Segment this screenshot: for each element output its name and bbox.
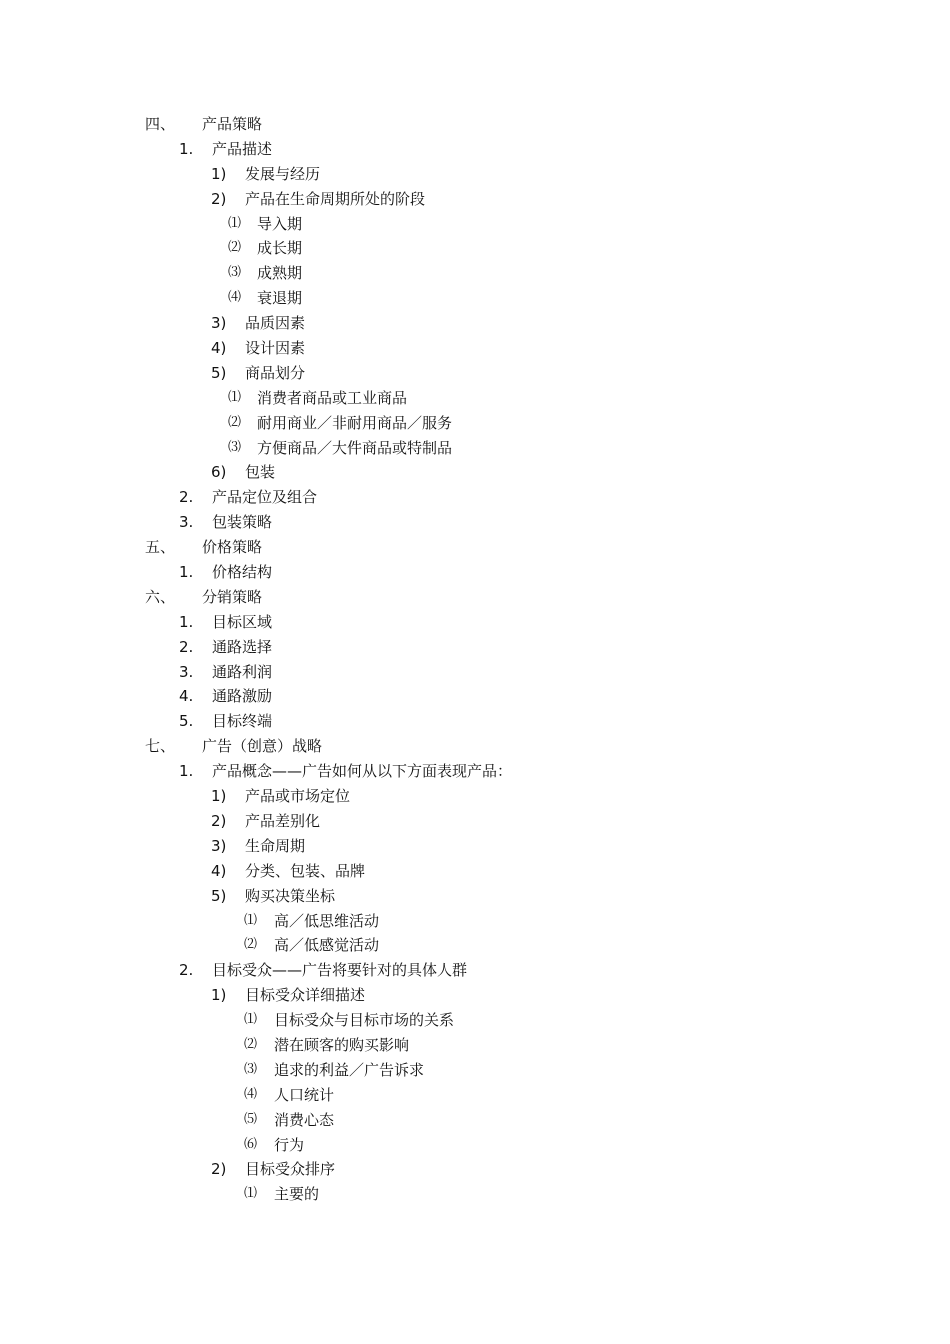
- item-text: 购买决策坐标: [245, 886, 336, 905]
- item-number: 1): [211, 986, 227, 1005]
- item-number: 4): [211, 339, 227, 358]
- item-text: 价格策略: [202, 538, 263, 557]
- item-number: 4.: [179, 687, 194, 706]
- item-number: ⑵: [244, 1036, 258, 1052]
- item-text: 高／低思维活动: [274, 911, 380, 930]
- item-number: ⑹: [244, 1136, 258, 1152]
- item-text: 产品在生命周期所处的阶段: [245, 189, 426, 208]
- outline-item: [0, 386, 950, 411]
- item-text: 消费者商品或工业商品: [257, 388, 408, 407]
- outline-item: [0, 784, 950, 809]
- item-text: 耐用商业／非耐用商品／服务: [257, 413, 453, 432]
- outline-item: [0, 585, 950, 610]
- outline-item: [0, 187, 950, 212]
- item-number: 2.: [179, 961, 194, 980]
- item-text: 产品策略: [202, 115, 263, 133]
- item-number: 4): [211, 861, 227, 880]
- outline-item: [0, 510, 950, 535]
- item-text: 品质因素: [245, 314, 306, 333]
- item-text: 产品概念——广告如何从以下方面表现产品：: [212, 762, 513, 781]
- item-text: 广告（创意）战略: [202, 737, 323, 756]
- item-number: 五、: [145, 538, 176, 557]
- item-number: ⑵: [228, 414, 242, 430]
- outline-item: [0, 1058, 950, 1083]
- outline-item: [0, 286, 950, 311]
- item-text: 生命周期: [245, 836, 306, 855]
- outline-item: [0, 909, 950, 934]
- outline-item: [0, 1182, 950, 1207]
- item-text: 主要的: [274, 1185, 320, 1204]
- item-text: 通路激励: [212, 687, 273, 706]
- item-number: ⑴: [244, 912, 258, 928]
- item-number: ⑴: [228, 389, 242, 405]
- item-text: 目标受众与目标市场的关系: [274, 1011, 455, 1030]
- item-number: 六、: [145, 587, 176, 606]
- item-number: 3): [211, 836, 227, 855]
- outline-item: [0, 1008, 950, 1033]
- item-number: ⑶: [244, 1061, 258, 1077]
- item-number: 2): [211, 811, 227, 830]
- outline-item: [0, 1108, 950, 1133]
- outline-item: [0, 1133, 950, 1158]
- document-outline: [0, 112, 950, 1207]
- outline-item: [0, 709, 950, 734]
- item-number: ⑴: [228, 215, 242, 231]
- item-number: ⑵: [228, 240, 242, 256]
- outline-item: [0, 859, 950, 884]
- item-text: 产品描述: [212, 139, 273, 158]
- outline-item: [0, 734, 950, 759]
- item-number: ⑷: [244, 1086, 258, 1102]
- item-text: 包装策略: [212, 513, 273, 532]
- item-text: 分类、包装、品牌: [245, 861, 366, 880]
- item-number: 3.: [179, 662, 194, 681]
- item-text: 价格结构: [212, 563, 273, 582]
- item-text: 目标终端: [212, 712, 273, 731]
- outline-item: [0, 236, 950, 261]
- outline-item: [0, 933, 950, 958]
- item-text: 目标区域: [212, 612, 273, 631]
- outline-item: [0, 137, 950, 162]
- outline-item: [0, 660, 950, 685]
- item-number: 3.: [179, 513, 194, 532]
- item-text: 追求的利益／广告诉求: [274, 1060, 425, 1079]
- item-text: 目标受众排序: [245, 1160, 336, 1179]
- item-text: 设计因素: [245, 339, 306, 358]
- item-number: ⑴: [244, 1012, 258, 1028]
- item-text: 分销策略: [202, 587, 263, 606]
- item-number: 5.: [179, 712, 194, 731]
- outline-item: [0, 884, 950, 909]
- item-number: 1): [211, 164, 227, 183]
- item-number: ⑶: [228, 265, 242, 281]
- item-number: ⑶: [228, 439, 242, 455]
- item-text: 高／低感觉活动: [274, 936, 380, 955]
- item-number: 5): [211, 363, 227, 382]
- outline-item: [0, 983, 950, 1008]
- item-number: 2): [211, 1160, 227, 1179]
- item-text: 人口统计: [274, 1085, 335, 1104]
- outline-item: [0, 336, 950, 361]
- item-number: 2.: [179, 488, 194, 507]
- item-number: 2): [211, 189, 227, 208]
- item-number: ⑵: [244, 937, 258, 953]
- outline-item: [0, 759, 950, 784]
- item-number: 1.: [179, 139, 194, 158]
- item-text: 潜在顾客的购买影响: [274, 1035, 410, 1054]
- item-text: 消费心态: [274, 1110, 335, 1129]
- item-text: 衰退期: [257, 289, 303, 308]
- item-text: 成长期: [257, 239, 303, 258]
- item-number: 四、: [145, 115, 176, 133]
- item-number: 七、: [145, 737, 176, 756]
- outline-item: [0, 635, 950, 660]
- item-number: 6): [211, 463, 227, 482]
- item-text: 通路利润: [212, 662, 273, 681]
- item-text: 产品定位及组合: [212, 488, 318, 507]
- item-number: ⑴: [244, 1186, 258, 1202]
- item-text: 目标受众——广告将要针对的具体人群: [212, 961, 468, 980]
- outline-item: [0, 610, 950, 635]
- outline-item: [0, 436, 950, 461]
- outline-item: [0, 485, 950, 510]
- outline-item: [0, 1157, 950, 1182]
- item-number: 3): [211, 314, 227, 333]
- outline-item: [0, 1033, 950, 1058]
- item-number: 1.: [179, 612, 194, 631]
- outline-item: [0, 809, 950, 834]
- item-text: 导入期: [257, 214, 303, 233]
- item-number: ⑸: [244, 1111, 258, 1127]
- outline-item: [0, 361, 950, 386]
- item-text: 方便商品／大件商品或特制品: [257, 438, 453, 457]
- item-text: 行为: [274, 1135, 305, 1154]
- outline-item: [0, 834, 950, 859]
- outline-item: [0, 684, 950, 709]
- outline-item: [0, 1083, 950, 1108]
- outline-item: [0, 261, 950, 286]
- outline-item: [0, 112, 950, 137]
- item-number: 2.: [179, 637, 194, 656]
- item-text: 通路选择: [212, 637, 273, 656]
- item-number: 5): [211, 886, 227, 905]
- item-text: 产品或市场定位: [245, 787, 351, 806]
- outline-item: [0, 560, 950, 585]
- outline-item: [0, 958, 950, 983]
- outline-item: [0, 411, 950, 436]
- outline-item: [0, 535, 950, 560]
- outline-item: [0, 162, 950, 187]
- item-text: 产品差别化: [245, 811, 321, 830]
- item-text: 目标受众详细描述: [245, 986, 366, 1005]
- item-text: 发展与经历: [245, 164, 321, 183]
- outline-item: [0, 460, 950, 485]
- item-number: 1): [211, 787, 227, 806]
- item-number: 1.: [179, 563, 194, 582]
- outline-item: [0, 311, 950, 336]
- item-text: 商品划分: [245, 363, 306, 382]
- item-text: 成熟期: [257, 264, 303, 283]
- outline-item: [0, 212, 950, 237]
- item-text: 包装: [245, 463, 276, 482]
- item-number: 1.: [179, 762, 194, 781]
- item-number: ⑷: [228, 290, 242, 306]
